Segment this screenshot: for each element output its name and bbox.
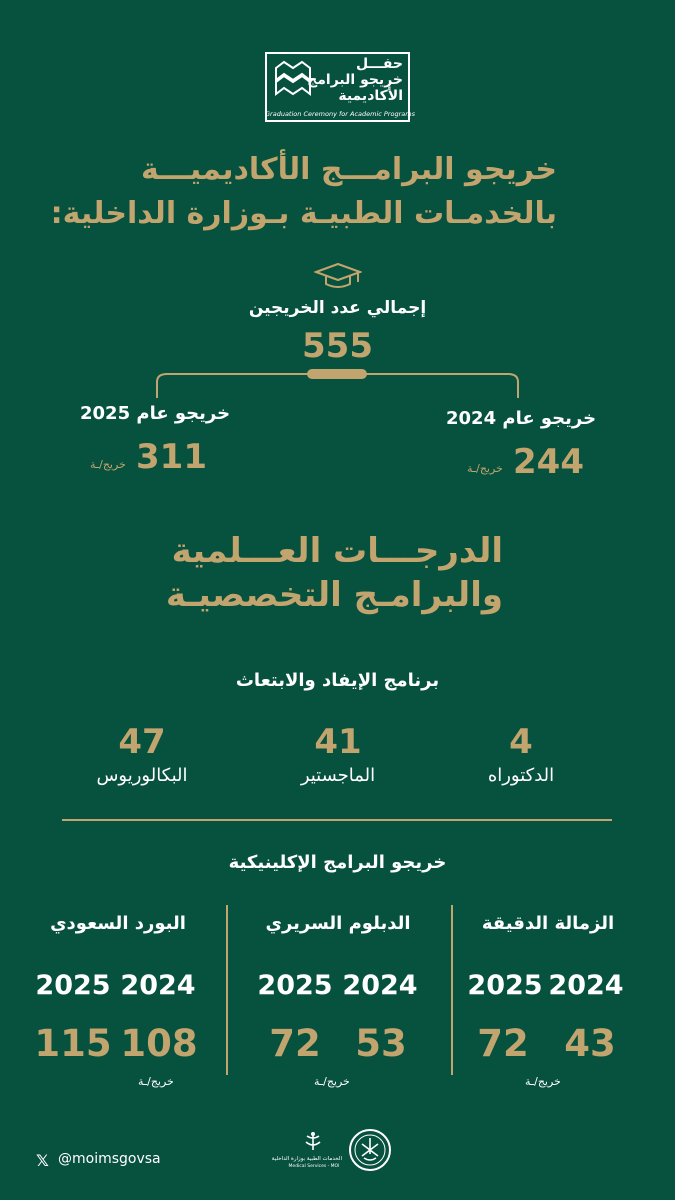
graduation-cap-icon xyxy=(314,262,362,292)
diploma-value-2025: 72 xyxy=(269,1022,321,1065)
social-handle[interactable]: @moimsgovsa xyxy=(58,1151,161,1167)
year-2025-label: خريجو عام 2025 xyxy=(80,403,231,424)
column-divider xyxy=(226,905,228,1075)
diploma-unit: خريج/ـة xyxy=(314,1075,350,1088)
fellowship-value-2024: 43 xyxy=(564,1022,616,1065)
headline-line-1: خريجو البرامـــج الأكاديميـــة xyxy=(140,152,557,187)
bachelors-count: 47 xyxy=(118,722,166,762)
saudi-board-year-2025: 2025 xyxy=(35,970,111,1001)
saudi-board-value-2025: 115 xyxy=(34,1022,112,1065)
diploma-value-2024: 53 xyxy=(355,1022,407,1065)
fellowship-title: الزمالة الدقيقة xyxy=(481,913,615,934)
logo-line-2: خريجو البرامج xyxy=(307,72,403,88)
year-2025-unit: خريج/ـة xyxy=(90,458,126,471)
year-2024-label: خريجو عام 2024 xyxy=(446,408,597,429)
scholarship-program-title: برنامج الإيفاد والابتعاث xyxy=(235,670,440,691)
medical-services-sub: Medical Services - MOI xyxy=(288,1164,340,1169)
degrees-title-line-1: الدرجـــات العـــلمية xyxy=(171,531,503,571)
diploma-year-2024: 2024 xyxy=(342,970,418,1001)
saudi-board-value-2024: 108 xyxy=(120,1022,198,1065)
masters-label: الماجستير xyxy=(300,765,376,786)
medical-services-name: الخدمات الطبية بوزارة الداخلية xyxy=(271,1156,342,1162)
fellowship-value-2025: 72 xyxy=(477,1022,529,1065)
bachelors-label: البكالوريوس xyxy=(96,765,188,786)
section-divider xyxy=(62,819,612,821)
ministry-emblem-icon xyxy=(348,1128,392,1172)
degrees-title-line-2: والبرامـج التخصصيـة xyxy=(165,575,503,615)
year-2024-unit: خريج/ـة xyxy=(467,462,503,475)
phd-label: الدكتوراه xyxy=(487,765,555,786)
phd-count: 4 xyxy=(509,722,533,762)
saudi-board-unit: خريج/ـة xyxy=(138,1075,174,1088)
split-bracket xyxy=(155,368,520,400)
masters-count: 41 xyxy=(314,722,362,762)
fellowship-year-2025: 2025 xyxy=(467,970,543,1001)
medical-services-emblem-icon xyxy=(300,1130,326,1154)
total-graduates-label: إجمالي عدد الخريجين xyxy=(248,298,427,318)
clinical-programs-title: خريجو البرامج الإكلينيكية xyxy=(228,852,447,873)
fellowship-year-2024: 2024 xyxy=(548,970,624,1001)
logo-subtitle: Graduation Ceremony for Academic Programs xyxy=(265,110,415,118)
diploma-title: الدبلوم السريري xyxy=(265,913,411,934)
saudi-board-year-2024: 2024 xyxy=(120,970,196,1001)
year-2025-value: 311 xyxy=(136,437,207,477)
saudi-board-title: البورد السعودي xyxy=(50,913,186,934)
total-graduates-value: 555 xyxy=(302,326,373,366)
year-2024-value: 244 xyxy=(513,442,584,482)
x-social-icon[interactable]: 𝕏 xyxy=(36,1151,49,1170)
headline-line-2: بالخدمـات الطبيـة بـوزارة الداخلية: xyxy=(50,196,557,231)
logo-line-3: الأكاديمية xyxy=(338,88,403,104)
logo-line-1: حفـــل xyxy=(355,56,403,72)
fellowship-unit: خريج/ـة xyxy=(525,1075,561,1088)
diploma-year-2025: 2025 xyxy=(257,970,333,1001)
